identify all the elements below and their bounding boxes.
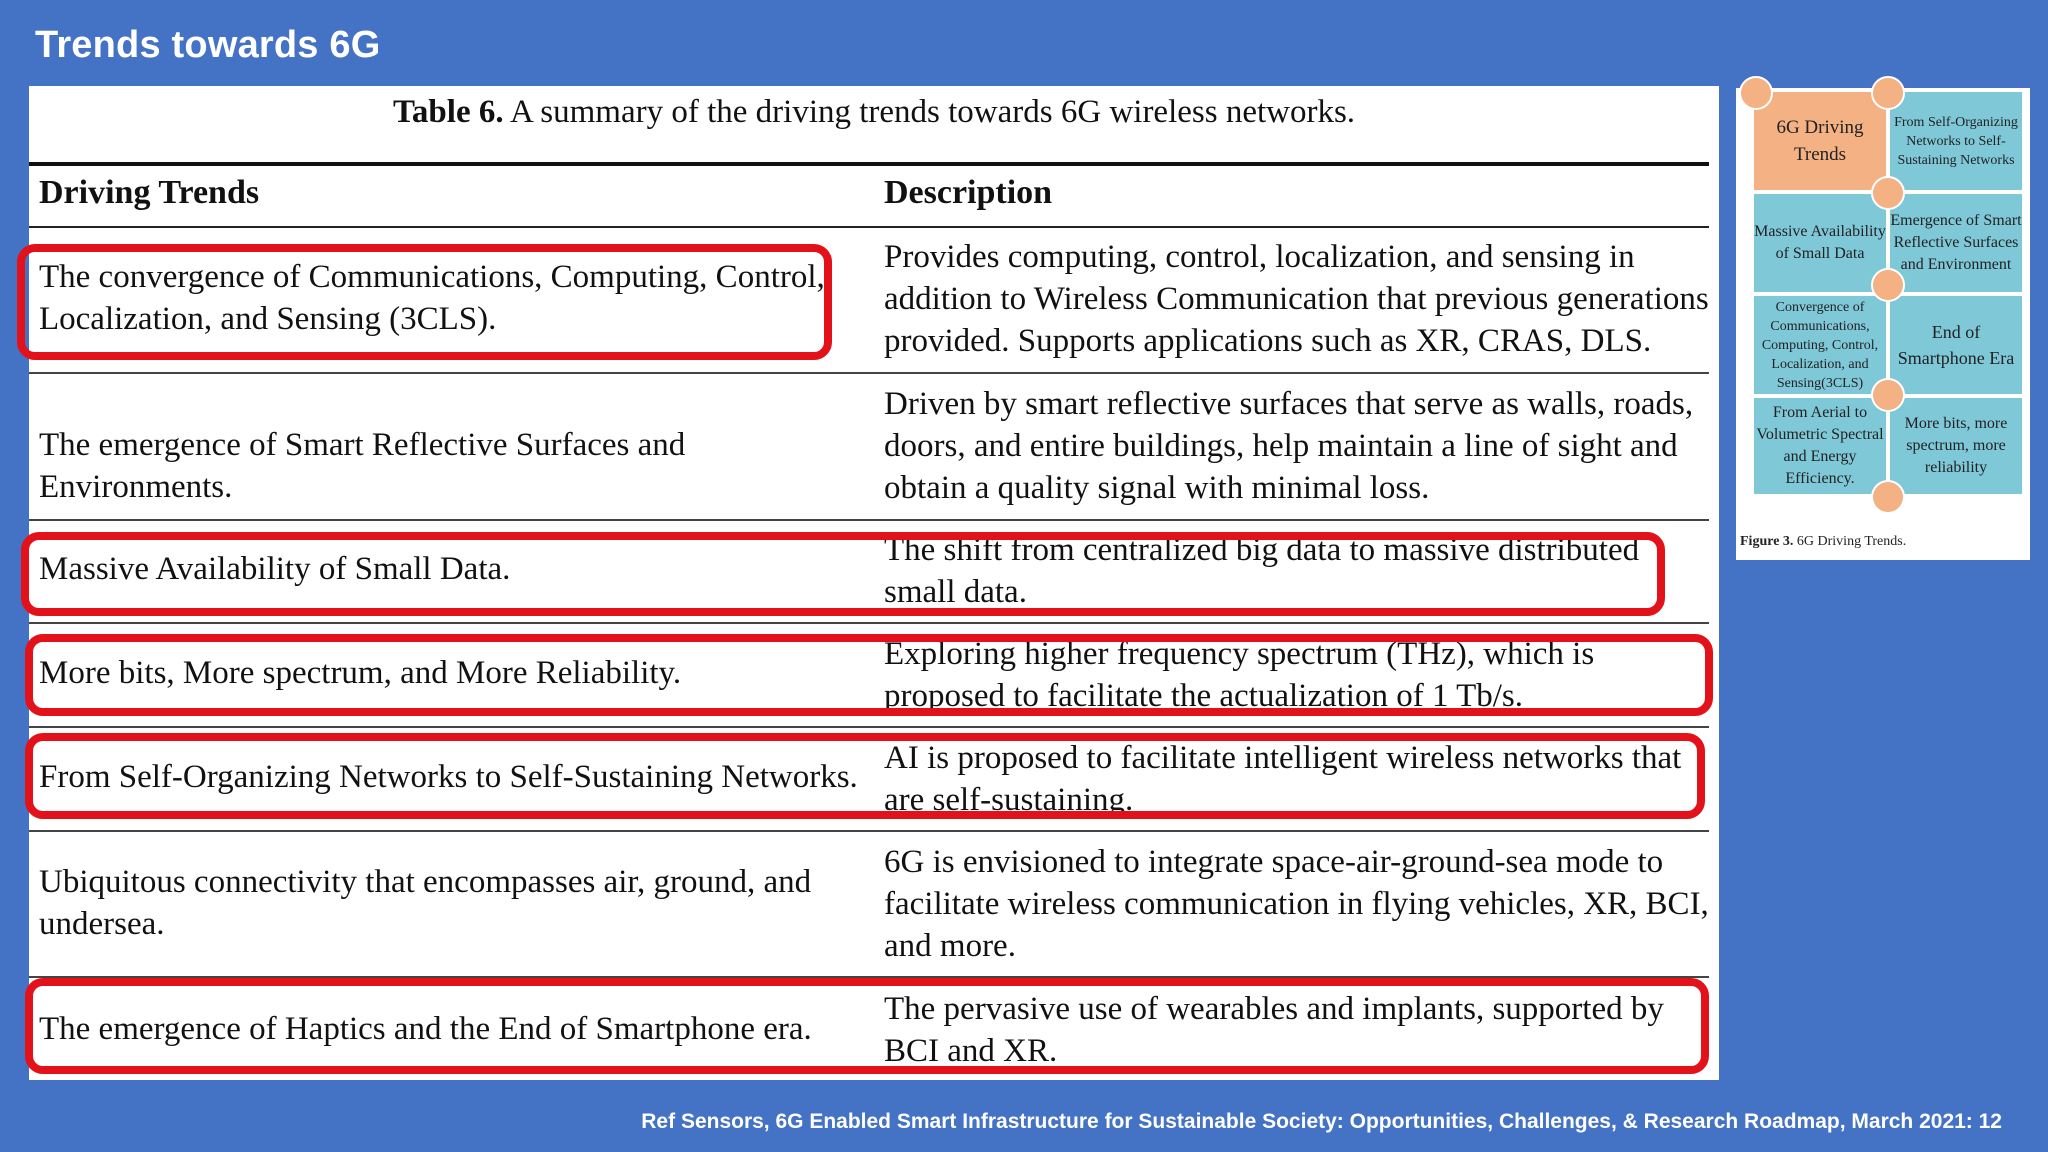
fig-connector-circle [1871,176,1905,210]
fig-connector-circle [1871,268,1905,302]
row-5-description: AI is proposed to facilitate intelligent wireless networks that are self-sustaining. [884,740,1682,818]
slide-title: Trends towards 6G [35,24,381,66]
fig-connector-circle [1739,76,1773,110]
fig-cell-self-sustaining: From Self-Organizing Networks to Self-Sustaining Networks [1888,90,2024,192]
row-1-description: Provides computing, control, localization, and sensing in addition to Wireless Communication that previous generations provided. Supports applications such as XR, CRAS, DLS. [884,239,1709,359]
table-top-rule [29,162,1709,166]
table-caption [29,94,1719,131]
table-panel [29,86,1719,1080]
fig-cell-smart-reflective: Emergence of Smart Reflective Surfaces and Environment [1888,192,2024,294]
fig-cell-more-bits: More bits, more spectrum, more reliability [1888,396,2024,496]
row-separator [29,976,1709,978]
row-separator [29,726,1709,728]
row-2-trend: The emergence of Smart Reflective Surfaces and Environments. [39,427,686,505]
row-5-trend: From Self-Organizing Networks to Self-Sustaining Networks. [39,759,858,795]
fig-connector-circle [1871,76,1905,110]
row-3-trend: Massive Availability of Small Data. [39,551,511,587]
header-driving-trends: Driving Trends [39,174,260,211]
table-header-rule [29,226,1709,228]
row-1-trend: The convergence of Communications, Computing, Control, Localization, and Sensing (3CLS). [39,259,825,337]
figure-caption-label: Figure 3. [1740,534,1794,549]
fig-cell-6g-driving-trends: 6G Driving Trends [1752,90,1888,192]
row-separator [29,622,1709,624]
fig-cell-volumetric: From Aerial to Volumetric Spectral and Energy Efficiency. [1752,396,1888,496]
table-caption-label: Table 6. [392,94,504,130]
row-2-description: Driven by smart reflective surfaces that serve as walls, roads, doors, and entire buildings, help maintain a line of sight and obtain a quality signal with minimal loss. [884,386,1694,506]
row-separator [29,519,1709,521]
row-7-trend: The emergence of Haptics and the End of Smartphone era. [39,1011,812,1047]
row-separator [29,372,1709,374]
row-3-description: The shift from centralized big data to massive distributed small data. [884,532,1640,610]
figure-caption [1740,534,1906,550]
figure-panel [1736,88,2030,560]
row-4-description: Exploring higher frequency spectrum (THz), which is proposed to facilitate the actualization of 1 Tb/s. [884,636,1595,714]
table-caption-text: A summary of the driving trends towards 6G wireless networks. [510,94,1356,130]
reference-footer: Ref Sensors, 6G Enabled Smart Infrastructure for Sustainable Society: Opportunities, Challenges, & Research Roadmap, March 2021: 12 [641,1110,2002,1133]
fig-cell-end-of-smartphone: End of Smartphone Era [1888,294,2024,396]
row-6-description: 6G is envisioned to integrate space-air-ground-sea mode to facilitate wireless communication in flying vehicles, XR, BCI, and more. [884,844,1709,964]
header-description: Description [884,174,1053,211]
figure-caption-text: 6G Driving Trends. [1796,534,1907,549]
row-4-trend: More bits, More spectrum, and More Reliability. [39,655,682,691]
row-6-trend: Ubiquitous connectivity that encompasses air, ground, and undersea. [39,864,812,942]
row-separator [29,830,1709,832]
fig-cell-small-data: Massive Availability of Small Data [1752,192,1888,294]
fig-cell-3cls: Convergence of Communications, Computing, Control, Localization, and Sensing(3CLS) [1752,294,1888,396]
row-7-description: The pervasive use of wearables and implants, supported by BCI and XR. [884,991,1664,1069]
fig-connector-circle [1871,480,1905,514]
fig-connector-circle [1871,378,1905,412]
